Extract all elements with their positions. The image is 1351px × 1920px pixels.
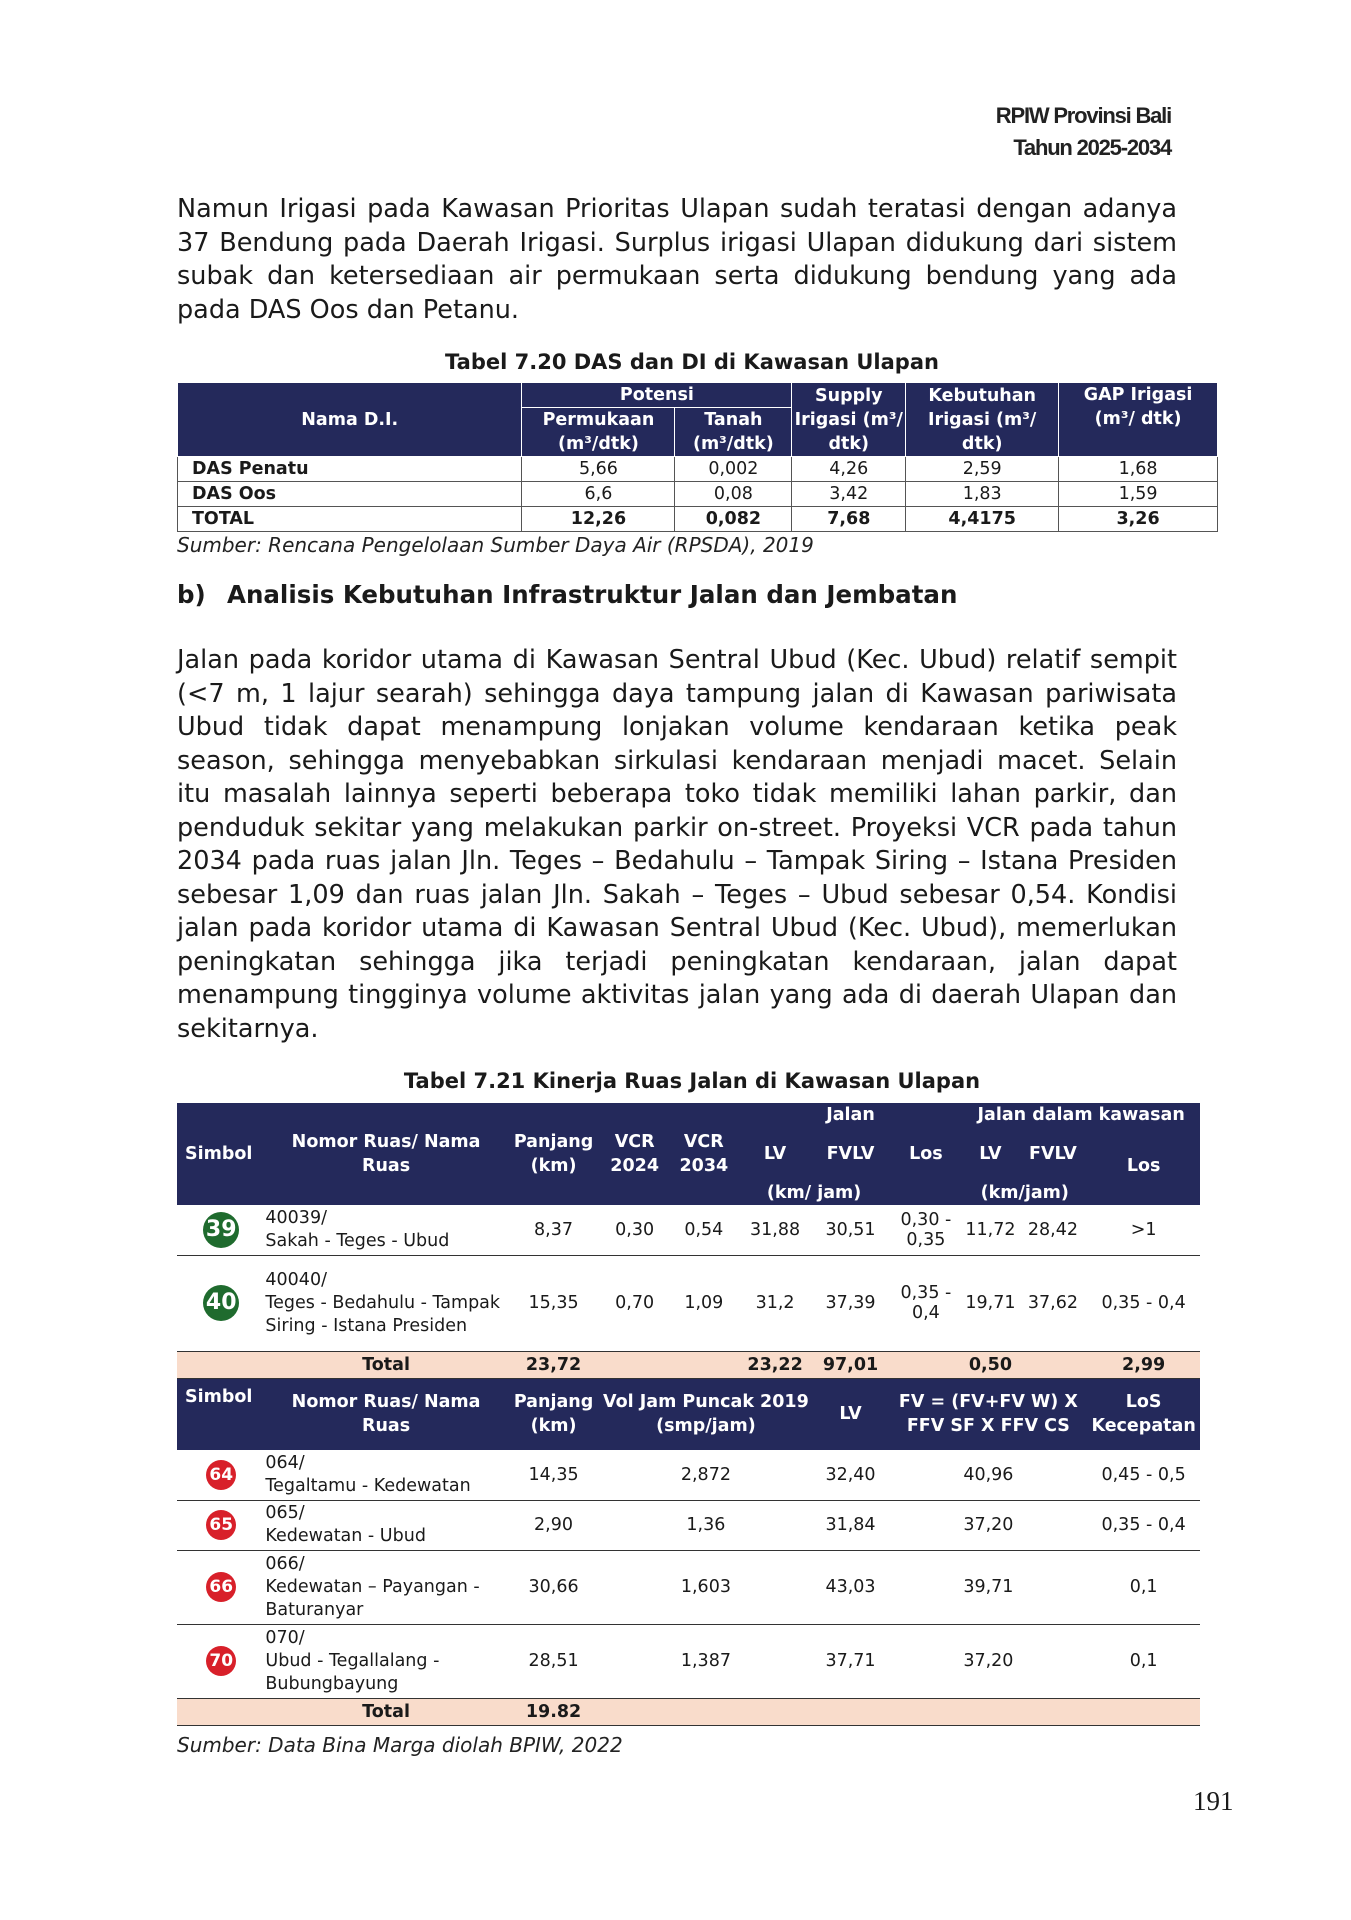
table-row: [177, 1205, 1200, 1255]
table-row: [178, 457, 1218, 482]
table1-source: Sumber: Rencana Pengelolaan Sumber Daya Air (RPSDA), 2019: [177, 533, 814, 557]
badge-64: 64: [206, 1460, 236, 1490]
th-panjang-b: Panjang (km): [507, 1378, 601, 1450]
cell-nama: TOTAL: [178, 507, 522, 532]
cell-panjang: 30,66: [507, 1550, 601, 1624]
cell-nomor: 40040/: [265, 1269, 327, 1290]
table-row: [177, 1624, 1200, 1698]
section-label: b): [177, 580, 206, 609]
badge-65: 65: [206, 1510, 236, 1540]
cell-fv: 40,96: [890, 1450, 1088, 1500]
page-number: 191: [1193, 1786, 1234, 1816]
th-jalan: Jalan: [739, 1103, 963, 1127]
th-simbol: Simbol: [177, 1103, 265, 1205]
total-label: Total: [265, 1351, 506, 1378]
table-total-row: [178, 507, 1218, 532]
cell-lv: 31,84: [811, 1500, 889, 1550]
th-panjang: Panjang (km): [507, 1103, 601, 1205]
total-los2: 2,99: [1087, 1351, 1200, 1378]
total-panjang: 19.82: [507, 1698, 601, 1725]
table-row: [177, 1500, 1200, 1550]
th-lv2: LV: [962, 1127, 1018, 1181]
th-fvlv2: FVLV: [1019, 1127, 1088, 1181]
cell-vol: 1,603: [600, 1550, 811, 1624]
cell-vol: 2,872: [600, 1450, 811, 1500]
table2-source: Sumber: Data Bina Marga diolah BPIW, 2022: [177, 1733, 623, 1757]
table1-caption: Tabel 7.20 DAS dan DI di Kawasan Ulapan: [445, 350, 939, 374]
badge-70: 70: [206, 1646, 236, 1676]
cell-fvlv2: 37,62: [1019, 1255, 1088, 1351]
th-tanah: Tanah (m³/dtk): [675, 408, 792, 457]
cell-supply: 4,26: [792, 457, 906, 482]
cell-fv: 39,71: [890, 1550, 1088, 1624]
cell-nomor: 070/: [265, 1627, 305, 1648]
cell-los: 0,1: [1087, 1550, 1200, 1624]
cell-nama: Kedewatan – Payangan - Baturanyar: [265, 1576, 480, 1620]
th-lv: LV: [739, 1127, 812, 1181]
cell-los: 0,35 - 0,4: [890, 1255, 963, 1351]
cell-vcr2034: 0,54: [669, 1205, 739, 1255]
badge-40: 40: [203, 1285, 239, 1321]
cell-panjang: 8,37: [507, 1205, 601, 1255]
th-unit2: (km/jam): [962, 1181, 1087, 1205]
cell-permukaan: 5,66: [522, 457, 675, 482]
cell-nama: Sakah - Teges - Ubud: [265, 1230, 450, 1251]
cell-fvlv: 37,39: [811, 1255, 889, 1351]
cell-nomor: 40039/: [265, 1207, 327, 1228]
cell-los: 0,35 - 0,4: [1087, 1500, 1200, 1550]
cell-panjang: 14,35: [507, 1450, 601, 1500]
cell-kebutuhan: 4,4175: [906, 507, 1059, 532]
cell-permukaan: 12,26: [522, 507, 675, 532]
total-fvlv: 97,01: [811, 1351, 889, 1378]
cell-nama: Tegaltamu - Kedewatan: [265, 1475, 471, 1496]
cell-nomor: 065/: [265, 1503, 305, 1523]
cell-nama: Ubud - Tegallalang - Bubungbayung: [265, 1650, 440, 1694]
th-lv-b: LV: [811, 1378, 889, 1450]
total-panjang: 23,72: [507, 1351, 601, 1378]
th-gap: GAP Irigasi (m³/ dtk): [1059, 383, 1218, 457]
cell-los2: >1: [1087, 1205, 1200, 1255]
cell-fv: 37,20: [890, 1624, 1088, 1698]
table-row: [177, 1550, 1200, 1624]
cell-nama: Kedewatan - Ubud: [265, 1526, 426, 1546]
th-jalan-kawasan: Jalan dalam kawasan: [962, 1103, 1200, 1127]
table-kinerja-ruas: [177, 1103, 1200, 1726]
table-row: [178, 482, 1218, 507]
cell-nama: DAS Penatu: [178, 457, 522, 482]
cell-fvlv: 30,51: [811, 1205, 889, 1255]
table-total-row: [177, 1351, 1200, 1378]
cell-vcr2024: 0,70: [600, 1255, 669, 1351]
cell-lv: 32,40: [811, 1450, 889, 1500]
cell-nomor: 064/: [265, 1452, 305, 1473]
cell-los: 0,45 - 0,5: [1087, 1450, 1200, 1500]
th-unit1: (km/ jam): [739, 1181, 890, 1205]
total-los: 0,50: [962, 1351, 1018, 1378]
th-los: Los: [890, 1127, 963, 1181]
header-title: RPIW Provinsi Bali: [995, 103, 1171, 128]
th-vcr2024: VCR 2024: [600, 1103, 669, 1205]
table-total-row: [177, 1698, 1200, 1725]
badge-39: 39: [203, 1212, 239, 1248]
cell-tanah: 0,08: [675, 482, 792, 507]
cell-tanah: 0,002: [675, 457, 792, 482]
th-simbol-b: Simbol: [177, 1378, 265, 1450]
cell-lv2: 11,72: [962, 1205, 1018, 1255]
th-supply: Supply Irigasi (m³/ dtk): [792, 383, 906, 457]
th-nomor-ruas-b: Nomor Ruas/ Nama Ruas: [265, 1378, 506, 1450]
cell-lv: 31,88: [739, 1205, 812, 1255]
th-fvlv: FVLV: [811, 1127, 889, 1181]
cell-gap: 3,26: [1059, 507, 1218, 532]
th-nomor-ruas: Nomor Ruas/ Nama Ruas: [265, 1103, 506, 1205]
cell-nama: DAS Oos: [178, 482, 522, 507]
cell-tanah: 0,082: [675, 507, 792, 532]
cell-vol: 1,36: [600, 1500, 811, 1550]
cell-supply: 7,68: [792, 507, 906, 532]
th-los-kecepatan: LoS Kecepatan: [1087, 1378, 1200, 1450]
cell-permukaan: 6,6: [522, 482, 675, 507]
badge-66: 66: [206, 1572, 236, 1602]
cell-panjang: 15,35: [507, 1255, 601, 1351]
cell-lv: 31,2: [739, 1255, 812, 1351]
table-row: [177, 1255, 1200, 1351]
cell-panjang: 28,51: [507, 1624, 601, 1698]
paragraph-irigasi: Namun Irigasi pada Kawasan Prioritas Ulapan sudah teratasi dengan adanya 37 Bendung pada Daerah Irigasi. Surplus irigasi Ulapan didukung dari sistem subak dan ketersediaan air permukaan serta didukung bendung yang ada pada DAS Oos dan Petanu.: [177, 194, 1177, 325]
cell-lv: 37,71: [811, 1624, 889, 1698]
cell-lv: 43,03: [811, 1550, 889, 1624]
table-das-di: [177, 382, 1218, 532]
header-year: Tahun 2025-2034: [1013, 135, 1171, 160]
cell-fv: 37,20: [890, 1500, 1088, 1550]
cell-los: 0,1: [1087, 1624, 1200, 1698]
th-kebutuhan: Kebutuhan Irigasi (m³/ dtk): [906, 383, 1059, 457]
total-label: Total: [265, 1698, 506, 1725]
cell-vol: 1,387: [600, 1624, 811, 1698]
cell-gap: 1,68: [1059, 457, 1218, 482]
paragraph-jalan: Jalan pada koridor utama di Kawasan Sentral Ubud (Kec. Ubud) relatif sempit (<7 m, 1 lajur searah) sehingga daya tampung jalan di Kawasan pariwisata Ubud tidak dapat menampung lonjakan volume kendaraan ketika peak season, sehingga menyebabkan sirkulasi kendaraan menjadi macet. Selain itu masalah lainnya seperti beberapa toko tidak memiliki lahan parkir, dan penduduk sekitar yang melakukan parkir on-street. Proyeksi VCR pada tahun 2034 pada ruas jalan Jln. Teges – Bedahulu – Tampak Siring – Istana Presiden sebesar 1,09 dan ruas jalan Jln. Sakah – Teges – Ubud sebesar 0,54. Kondisi jalan pada koridor utama di Kawasan Sentral Ubud (Kec. Ubud), memerlukan peningkatan sehingga jika terjadi peningkatan kendaraan, jalan dapat menampung tingginya volume aktivitas jalan yang ada di daerah Ulapan dan sekitarnya.: [177, 645, 1177, 1044]
cell-gap: 1,59: [1059, 482, 1218, 507]
cell-vcr2024: 0,30: [600, 1205, 669, 1255]
cell-supply: 3,42: [792, 482, 906, 507]
th-vcr2034: VCR 2034: [669, 1103, 739, 1205]
cell-fvlv2: 28,42: [1019, 1205, 1088, 1255]
total-lv: 23,22: [739, 1351, 812, 1378]
th-los2: Los: [1087, 1127, 1200, 1205]
cell-los: 0,30 - 0,35: [890, 1205, 963, 1255]
th-potensi: Potensi: [522, 383, 792, 408]
cell-kebutuhan: 2,59: [906, 457, 1059, 482]
cell-panjang: 2,90: [507, 1500, 601, 1550]
cell-nomor: 066/: [265, 1553, 305, 1574]
section-heading: [177, 580, 957, 609]
cell-kebutuhan: 1,83: [906, 482, 1059, 507]
th-nama-di: Nama D.I.: [178, 383, 522, 457]
cell-lv2: 19,71: [962, 1255, 1018, 1351]
section-title: Analisis Kebutuhan Infrastruktur Jalan dan Jembatan: [227, 580, 958, 609]
th-permukaan: Permukaan (m³/dtk): [522, 408, 675, 457]
table-row: [177, 1450, 1200, 1500]
th-vol-jam: Vol Jam Puncak 2019 (smp/jam): [600, 1378, 811, 1450]
th-fv: FV = (FV+FV W) X FFV SF X FFV CS: [890, 1378, 1088, 1450]
table2-caption: Tabel 7.21 Kinerja Ruas Jalan di Kawasan Ulapan: [403, 1069, 981, 1093]
cell-vcr2034: 1,09: [669, 1255, 739, 1351]
page-header: [996, 100, 1171, 164]
cell-nama: Teges - Bedahulu - Tampak Siring - Istana Presiden: [265, 1292, 501, 1336]
cell-los2: 0,35 - 0,4: [1087, 1255, 1200, 1351]
